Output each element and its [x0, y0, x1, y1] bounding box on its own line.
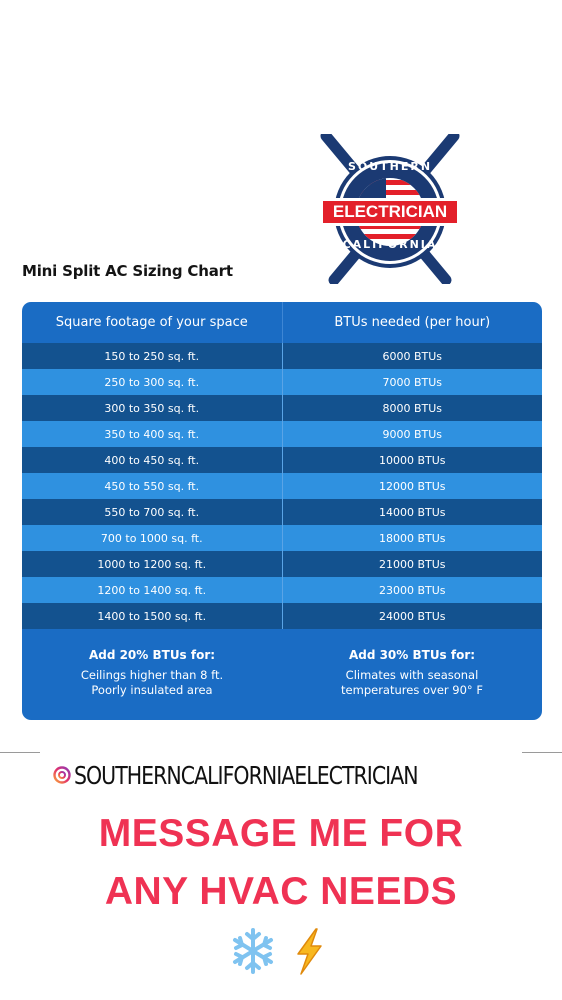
- table-row: [22, 499, 542, 525]
- table-row: [22, 421, 542, 447]
- note-left: [22, 639, 282, 720]
- cell-btus: 24000 BTUs: [282, 603, 543, 629]
- cell-square-footage: 550 to 700 sq. ft.: [104, 505, 200, 519]
- cell-btus: 18000 BTUs: [282, 525, 543, 551]
- cell-btus: 14000 BTUs: [282, 499, 543, 525]
- table-row: [22, 447, 542, 473]
- note-right-line2: temperatures over 90° F: [341, 683, 483, 697]
- logo-middle-text: ELECTRICIAN: [332, 202, 448, 221]
- table-row: [22, 343, 542, 369]
- cell-btus: 10000 BTUs: [282, 447, 543, 473]
- cell-square-footage: 250 to 300 sq. ft.: [104, 375, 200, 389]
- table-row: [22, 577, 542, 603]
- table-row: [22, 395, 542, 421]
- cell-btus: 21000 BTUs: [282, 551, 543, 577]
- lightning-icon: [286, 926, 332, 976]
- southern-california-electrician-logo: [318, 134, 462, 284]
- header-btus-needed: BTUs needed (per hour): [282, 302, 543, 343]
- snowflake-icon: [230, 926, 276, 976]
- cell-square-footage: 1400 to 1500 sq. ft.: [97, 609, 207, 623]
- divider-right: [522, 752, 562, 753]
- header-square-footage: Square footage of your space: [55, 315, 248, 330]
- sizing-chart-card: [22, 302, 542, 720]
- cell-square-footage: 450 to 550 sq. ft.: [104, 479, 200, 493]
- logo-bottom-text: CALIFORNIA: [342, 238, 438, 251]
- logo-top-text: SOUTHERN: [347, 160, 433, 173]
- instagram-icon: [52, 765, 72, 785]
- table-row: [22, 473, 542, 499]
- note-left-line1: Ceilings higher than 8 ft.: [80, 668, 224, 682]
- cell-square-footage: 150 to 250 sq. ft.: [104, 349, 200, 363]
- note-left-line2: Poorly insulated area: [91, 683, 213, 697]
- cell-btus: 7000 BTUs: [282, 369, 543, 395]
- cell-square-footage: 1200 to 1400 sq. ft.: [97, 583, 207, 597]
- cell-btus: 8000 BTUs: [282, 395, 543, 421]
- table-row: [22, 369, 542, 395]
- cta-line-2: ANY HVAC NEEDS: [104, 870, 458, 913]
- instagram-handle[interactable]: SOUTHERNCALIFORNIAELECTRICIAN: [74, 760, 418, 790]
- cell-square-footage: 400 to 450 sq. ft.: [104, 453, 200, 467]
- note-right: [282, 639, 542, 720]
- cta-line-1: MESSAGE ME FOR: [98, 812, 464, 855]
- cell-square-footage: 350 to 400 sq. ft.: [104, 427, 200, 441]
- note-right-line1: Climates with seasonal: [345, 668, 479, 682]
- table-row: [22, 525, 542, 551]
- cell-btus: 12000 BTUs: [282, 473, 543, 499]
- adjustment-notes: [22, 639, 542, 720]
- table-header: [22, 302, 542, 343]
- table-row: [22, 603, 542, 629]
- cell-square-footage: 700 to 1000 sq. ft.: [100, 531, 203, 545]
- table-body: [22, 343, 542, 629]
- chart-title: Mini Split AC Sizing Chart: [22, 262, 233, 280]
- divider-left: [0, 752, 40, 753]
- note-right-heading: Add 30% BTUs for:: [348, 648, 476, 662]
- cell-square-footage: 300 to 350 sq. ft.: [104, 401, 200, 415]
- cell-btus: 23000 BTUs: [282, 577, 543, 603]
- mention-sticker[interactable]: [46, 754, 516, 796]
- note-left-heading: Add 20% BTUs for:: [88, 648, 216, 662]
- table-row: [22, 551, 542, 577]
- cell-btus: 9000 BTUs: [282, 421, 543, 447]
- cell-square-footage: 1000 to 1200 sq. ft.: [97, 557, 207, 571]
- emoji-row: [0, 926, 562, 976]
- cell-btus: 6000 BTUs: [282, 343, 543, 369]
